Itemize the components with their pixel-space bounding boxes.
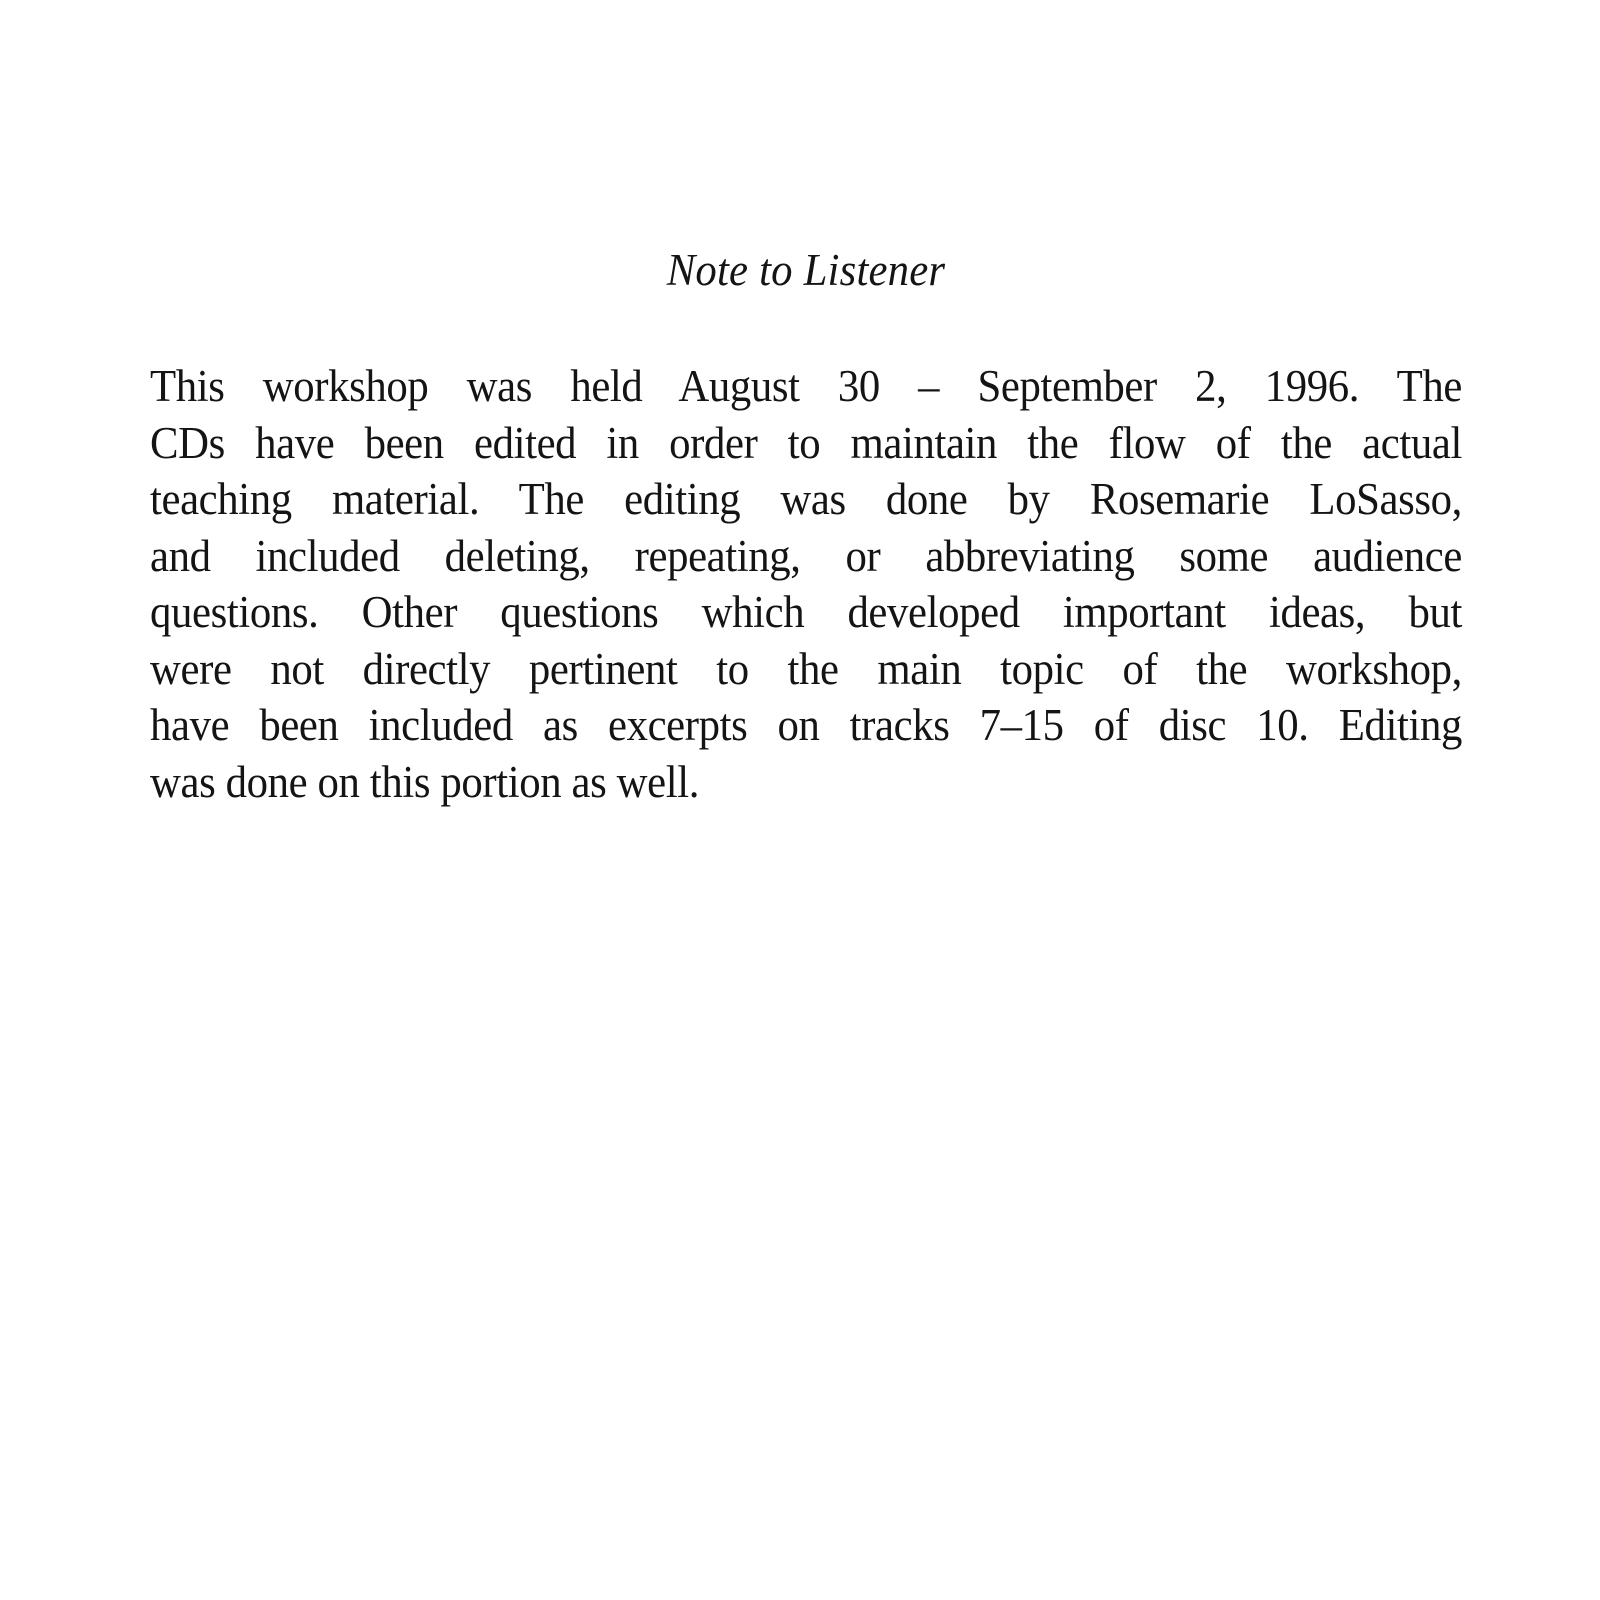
note-paragraph bbox=[150, 358, 1462, 810]
page-title: Note to Listener bbox=[666, 245, 946, 295]
paragraph-line: This workshop was held August 30 – September 2, 1996. The bbox=[150, 361, 1462, 411]
paragraph-line: CDs have been edited in order to maintain the flow of the actual bbox=[150, 417, 1462, 468]
document-page bbox=[150, 0, 1462, 810]
paragraph-line: have been included as excerpts on tracks 7–15 of disc 10. Editing bbox=[150, 700, 1462, 750]
paragraph-line: was done on this portion as well. bbox=[150, 756, 700, 807]
paragraph-line: and included deleting, repeating, or abbreviating some audience bbox=[150, 530, 1462, 581]
paragraph-line: questions. Other questions which developed important ideas, but bbox=[150, 587, 1462, 637]
paragraph-line: teaching material. The editing was done by Rosemarie LoSasso, bbox=[150, 474, 1462, 524]
paragraph-line: were not directly pertinent to the main topic of the workshop, bbox=[150, 643, 1462, 694]
